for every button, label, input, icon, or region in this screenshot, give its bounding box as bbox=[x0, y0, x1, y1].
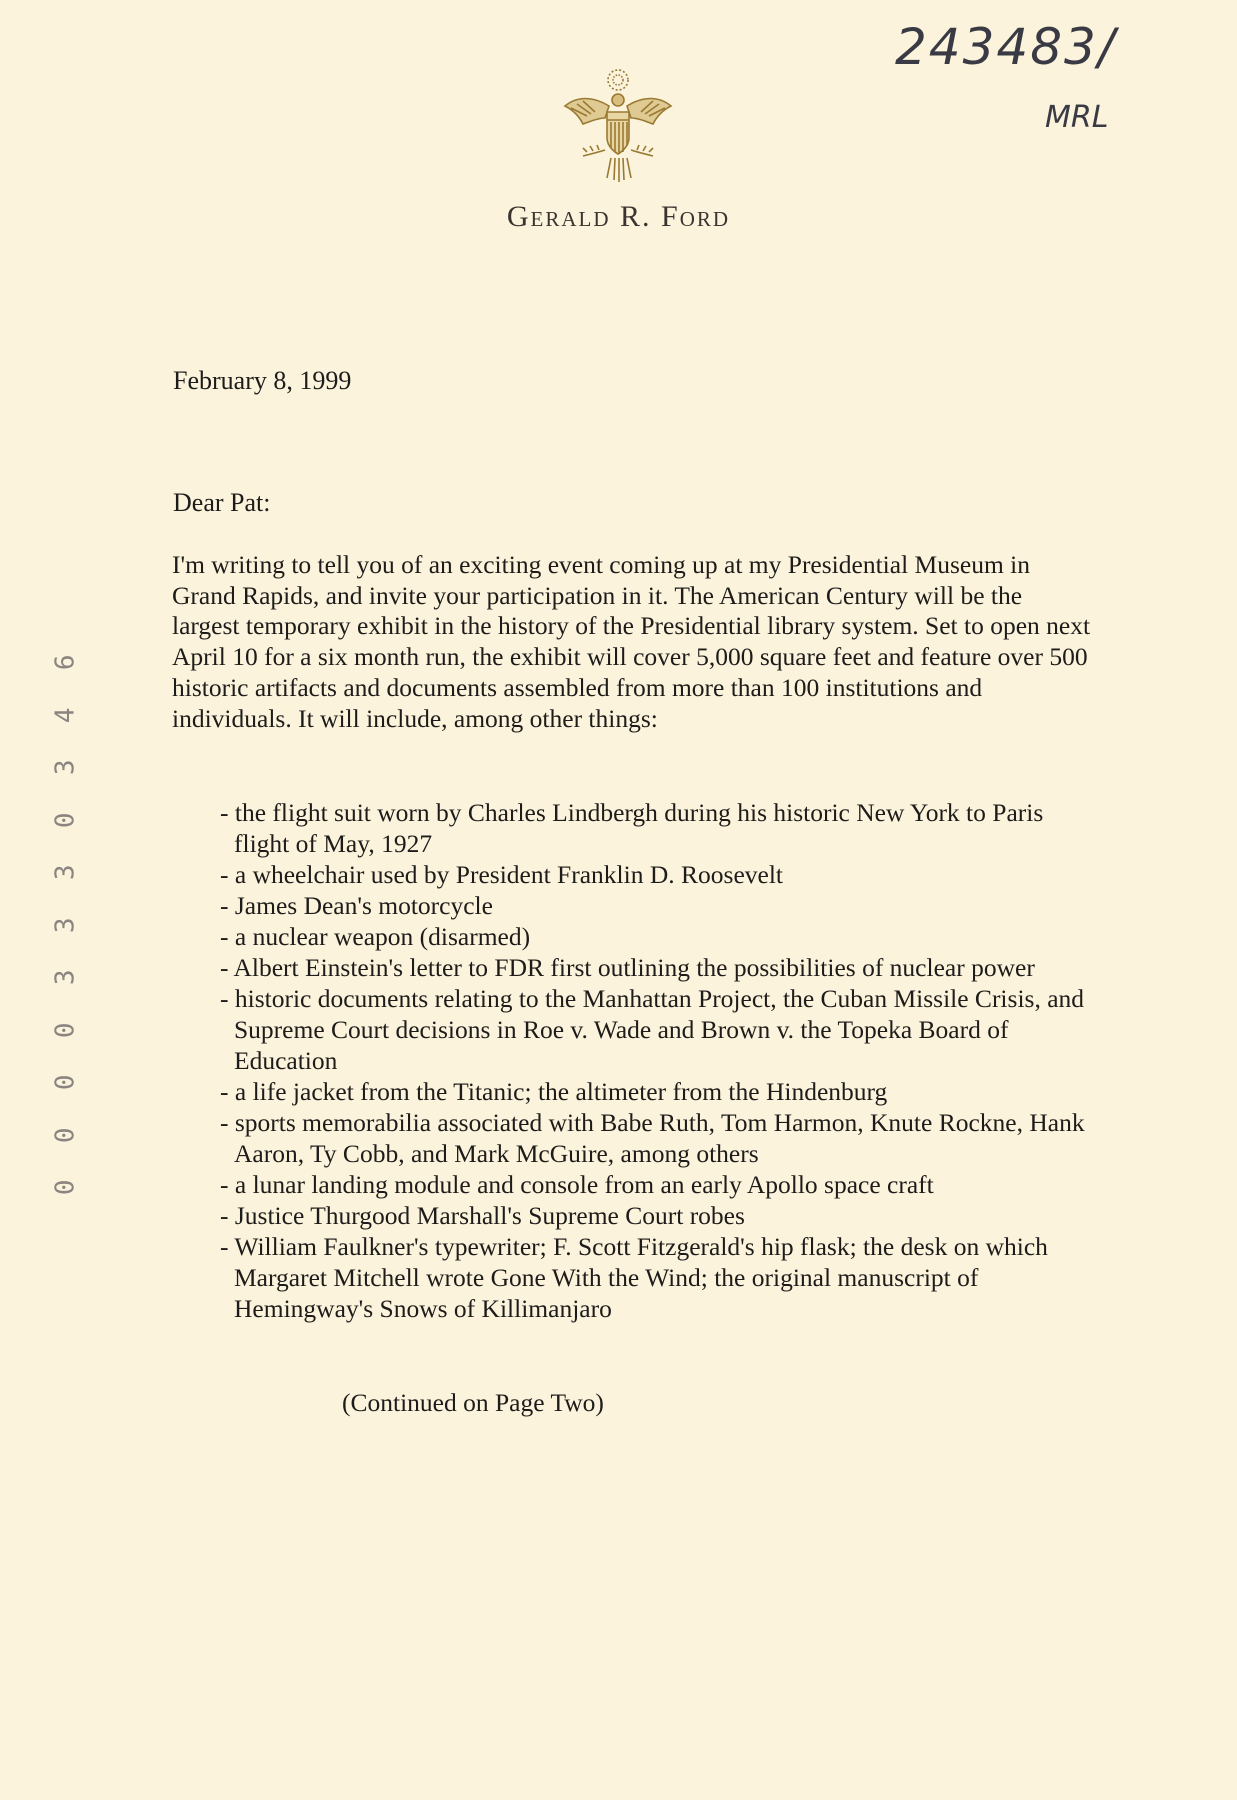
stamp-digit: 3 bbox=[50, 864, 81, 881]
stamp-digit: 0 bbox=[50, 1126, 81, 1143]
presidential-seal-eagle-icon bbox=[553, 66, 683, 196]
list-item: - Albert Einstein's letter to FDR first outlining the possibilities of nuclear power bbox=[204, 952, 1104, 983]
list-item: - a life jacket from the Titanic; the altimeter from the Hindenburg bbox=[204, 1076, 1104, 1107]
list-item: - a nuclear weapon (disarmed) bbox=[204, 921, 1104, 952]
stamp-digit: 0 bbox=[50, 1021, 81, 1038]
archive-stamp-number bbox=[52, 636, 80, 1214]
stamp-digit: 3 bbox=[50, 916, 81, 933]
stamp-digit: 0 bbox=[50, 1179, 81, 1196]
handwritten-initials: MRL bbox=[1045, 100, 1109, 135]
stamp-digit: 0 bbox=[50, 1074, 81, 1091]
list-item: - sports memorabilia associated with Babe Ruth, Tom Harmon, Knute Rockne, Hank Aaron, Ty Cobb, and Mark McGuire, among others bbox=[204, 1107, 1104, 1169]
stamp-digit: 3 bbox=[50, 759, 81, 776]
body-paragraph: I'm writing to tell you of an exciting event coming up at my Presidential Museum in Grand Rapids, and invite your participation in it. The American Century will be the largest temporary exhibit in the history of the Presidential library system. Set to open next April 10 for a six month run, the exhibit will cover 5,000 square feet and feature over 500 historic artifacts and documents assembled from more than 100 institutions and individuals. It will include, among other things: bbox=[172, 550, 1091, 733]
letterhead-name: Gerald R. Ford bbox=[506, 200, 731, 233]
artifact-list bbox=[204, 797, 1104, 1324]
stamp-digit: 0 bbox=[50, 811, 81, 828]
continued-note: (Continued on Page Two) bbox=[342, 1388, 604, 1417]
list-item: - historic documents relating to the Manhattan Project, the Cuban Missile Crisis, and Supreme Court decisions in Roe v. Wade and Brown v. the Topeka Board of Education bbox=[204, 983, 1104, 1076]
list-item: - a lunar landing module and console from an early Apollo space craft bbox=[204, 1169, 1104, 1200]
letter-date: February 8, 1999 bbox=[173, 366, 352, 395]
salutation: Dear Pat: bbox=[173, 488, 271, 517]
list-item: - Justice Thurgood Marshall's Supreme Court robes bbox=[204, 1200, 1104, 1231]
list-item: - William Faulkner's typewriter; F. Scott Fitzgerald's hip flask; the desk on which Margaret Mitchell wrote Gone With the Wind; the original manuscript of Hemingway's Snows of Killimanjaro bbox=[204, 1231, 1104, 1324]
stamp-digit: 3 bbox=[50, 969, 81, 986]
stamp-digit: 4 bbox=[50, 706, 81, 723]
stamp-digit: 6 bbox=[50, 654, 81, 671]
list-item: - the flight suit worn by Charles Lindbergh during his historic New York to Paris flight of May, 1927 bbox=[204, 797, 1104, 859]
list-item: - a wheelchair used by President Franklin D. Roosevelt bbox=[204, 859, 1104, 890]
handwritten-document-number: 243483/ bbox=[895, 18, 1117, 76]
list-item: - James Dean's motorcycle bbox=[204, 890, 1104, 921]
